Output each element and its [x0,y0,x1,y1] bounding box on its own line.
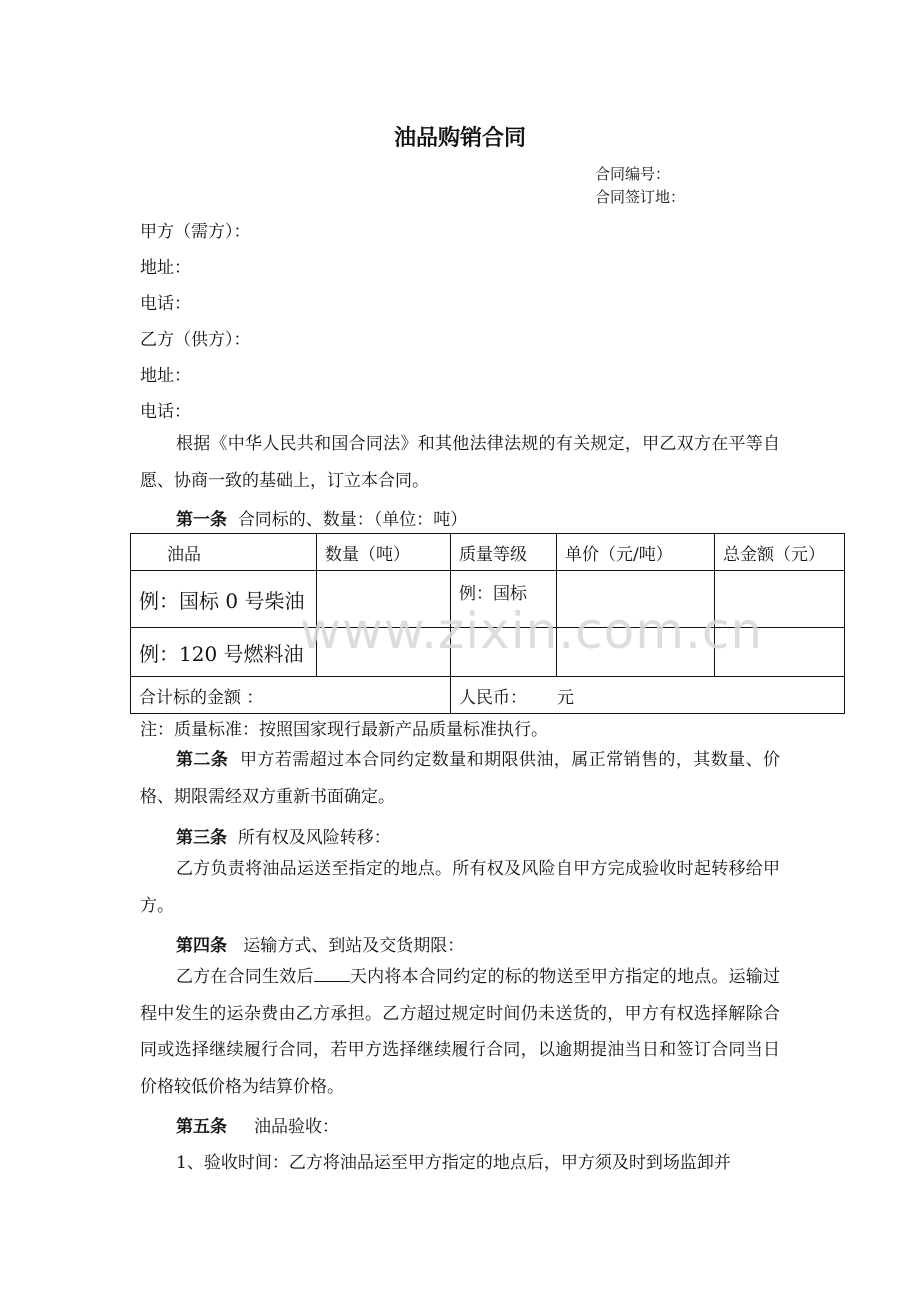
header-product: 油品 [131,534,317,571]
article-3-text: 所有权及风险转移： [237,828,391,848]
article-3-body: 乙方负责将油品运送至指定的地点。所有权及风险自甲方完成验收时起转移给甲方。 [140,859,780,916]
article-4-body-rest: 天内将本合同约定的标的物送至甲方指定的地点。运输过程中发生的运杂费由乙方承担。乙方超过规定时间仍未送货的，甲方有权选择解除合同或选择继续履行合同，若甲方选择继续履行合同，以逾期提油当日和签订合同当日价格较低价格为结算价格。 [140,967,781,1097]
article-5-item-1: 1、验收时间：乙方将油品运至甲方指定的地点后，甲方须及时到场监卸并 [176,1153,731,1173]
party-a-phone: 电话： [140,294,191,314]
table-sum-row [131,677,845,714]
days-blank [314,965,350,982]
header-grade: 质量等级 [451,534,557,571]
article-4-heading [176,931,464,956]
article-3-label: 第三条 [176,828,227,848]
party-b-phone: 电话： [140,402,191,422]
header-unit-price: 单价（元/吨） [557,534,715,571]
document-title: 油品购销合同 [393,126,526,151]
article-1-text: 合同标的、数量：（单位：吨） [237,510,468,530]
article-2-text: 甲方若需超过本合同约定数量和期限供油，属正常销售的，其数量、价格、期限需经双方重新书面确定。 [140,750,781,807]
watermark-text: www.zixin.com.cn [300,602,764,660]
article-5-heading [176,1112,339,1137]
row-1-grade: 例：国标 [451,571,557,628]
article-3-heading [176,823,391,848]
article-4-body-start: 乙方在合同生效后 [176,967,314,987]
row-1-product: 例：国标 0 号柴油 [131,571,317,628]
table-header-row [131,534,845,571]
rmb-label: 人民币： [459,687,527,708]
article-1-heading [176,505,467,530]
signing-place-label: 合同签订地： [595,188,686,206]
header-quantity: 数量（吨） [317,534,451,571]
party-b-label: 乙方（供方）： [140,330,251,350]
row-2-product: 例：120 号燃料油 [131,628,317,677]
article-4-body [140,959,780,1105]
quality-note: 注：质量标准：按照国家现行最新产品质量标准执行。 [140,720,548,740]
sum-label: 合计标的金额 ： [131,677,451,714]
rmb-cell [451,677,845,714]
header-total: 总金额（元） [715,534,845,571]
preamble-paragraph: 根据《中华人民共和国合同法》和其他法律法规的有关规定，甲乙双方在平等自愿、协商一致的基础上，订立本合同。 [140,434,780,491]
article-1-label: 第一条 [176,510,227,530]
article-4-label: 第四条 [176,936,227,956]
article-5-label: 第五条 [176,1117,227,1137]
article-2-paragraph [140,742,780,815]
contract-number-label: 合同编号： [595,165,671,183]
yuan-label: 元 [557,687,574,708]
party-b-address: 地址： [140,366,191,386]
party-a-label: 甲方（需方）： [140,222,251,242]
article-2-label: 第二条 [176,750,229,770]
article-5-text: 油品验收： [254,1117,340,1137]
article-4-text: 运输方式、到站及交货期限： [243,936,465,956]
party-a-address: 地址： [140,258,191,278]
